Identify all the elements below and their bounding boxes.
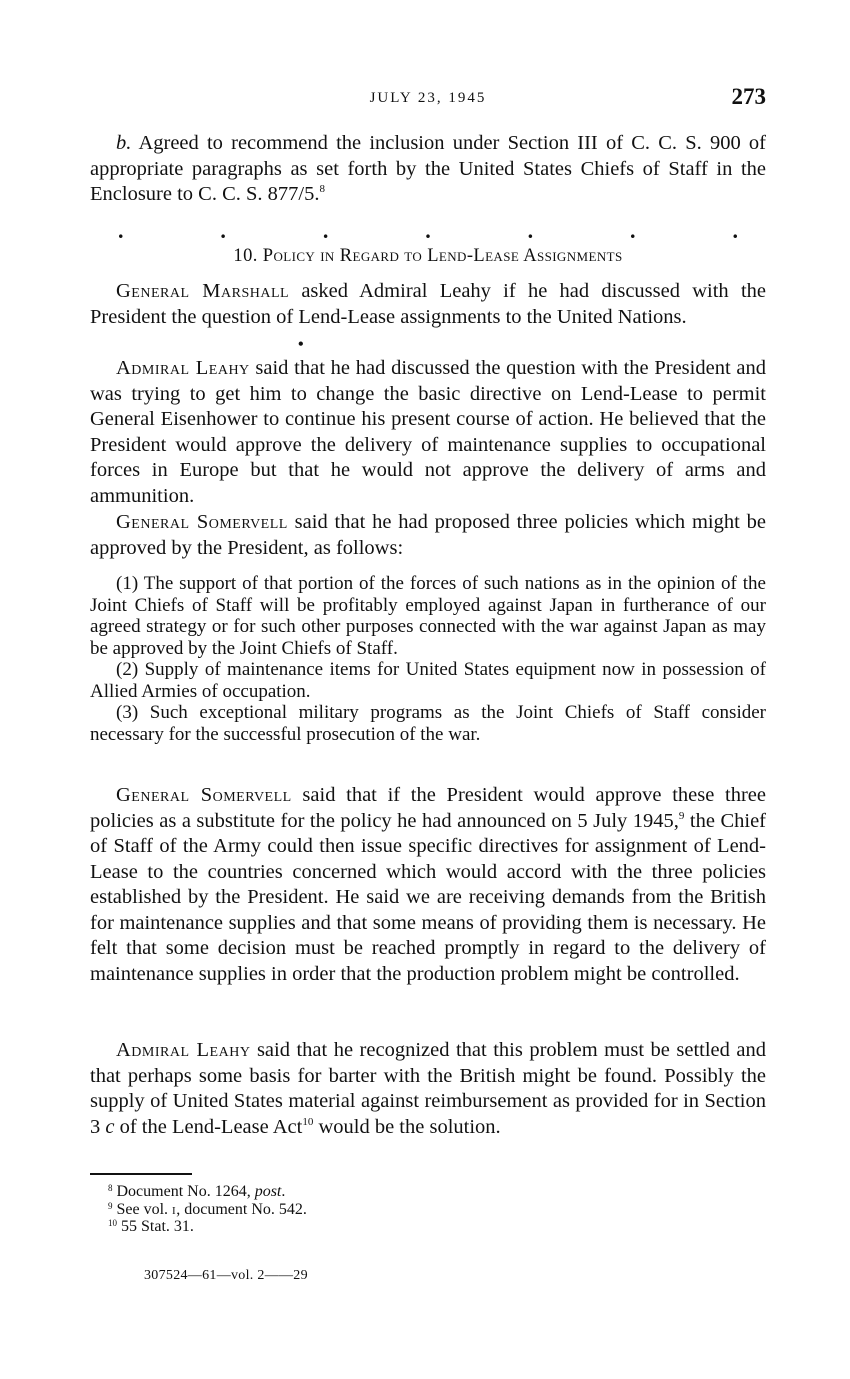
paragraph-text: asked Admiral Leahy if he had discussed with the President the question of Lend-Lease assignments to the United Nations. <box>90 280 766 328</box>
leahy-paragraph-2 <box>90 1038 766 1140</box>
stray-mark: • <box>298 336 304 353</box>
footnote-10 <box>108 1218 307 1236</box>
footnote-number: 8 <box>108 1183 113 1193</box>
footnote-9 <box>108 1201 307 1219</box>
footnotes <box>108 1183 307 1236</box>
footnote-tail: . <box>281 1183 286 1200</box>
footnote-number: 9 <box>108 1200 113 1211</box>
running-title: JULY 23, 1945 <box>369 90 487 106</box>
paragraph-text: said that if the President would approve these three policies as a substitute for the policy he had announced on 5 July 1945, <box>90 784 766 832</box>
footnote-8 <box>108 1183 307 1201</box>
paragraph-text: the Chief of Staff of the Army could then issue specific directives for assignment of Lend-Lease to the countries concerned which would accord with the three policies established by the President. He said we are receiving demands from the British for maintenance supplies and that some means of providing them is necessary. He felt that some decision must be reached promptly in regard to the delivery of maintenance supplies in order that the production problem might be controlled. <box>90 809 766 985</box>
paragraph-text: said that he recognized that this problem must be settled and that perhaps some basis for barter with the British might be found. Possibly the supply of United States material against reimbursement as provided for in Section 3 <box>90 1039 766 1138</box>
footnote-ref-8: 8 <box>319 183 325 195</box>
section-heading: 10. Policy in Regard to Lend-Lease Assignments <box>233 246 623 266</box>
footnote-italic: post <box>254 1183 282 1200</box>
ellipsis-dot: . <box>220 218 226 243</box>
footnote-text: Document No. 1264, <box>112 1183 255 1200</box>
ellipsis-dot: . <box>527 218 534 243</box>
footnote-text: 55 Stat. 31. <box>117 1218 194 1235</box>
ellipsis-dots <box>118 218 738 244</box>
footnote-volume-numeral: i <box>172 1200 177 1218</box>
ellipsis-dot: . <box>732 218 738 243</box>
policy-item: (2) Supply of maintenance items for United States equipment now in possession of Allied Armies of occupation. <box>90 659 766 702</box>
page-number: 273 <box>731 84 766 109</box>
footnote-tail: , document No. 542. <box>176 1200 307 1218</box>
leahy-paragraph-1 <box>90 356 766 509</box>
speaker-name: General Marshall <box>116 280 290 302</box>
policy-item: (3) Such exceptional military programs as the Joint Chiefs of Staff consider necessary for the successful prosecution of the war. <box>90 702 766 745</box>
somervell-paragraph-1 <box>90 510 766 561</box>
paragraph-text: said that he had proposed three policies which might be approved by the President, as follows: <box>90 511 766 559</box>
speaker-name: Admiral Leahy <box>116 357 250 379</box>
somervell-paragraph-2 <box>90 783 766 987</box>
policy-item: (1) The support of that portion of the forces of such nations as in the opinion of the Joint Chiefs of Staff will be profitably employed against Japan in furtherance of our agreed strategy or for such other purposes connected with the war against Japan as may be approved by the Joint Chiefs of Staff. <box>90 573 766 659</box>
ellipsis-dot: . <box>425 218 431 243</box>
speaker-name: Admiral Leahy <box>116 1039 251 1061</box>
running-head <box>90 84 766 114</box>
paragraph-text: of the Lend-Lease Act <box>114 1115 303 1138</box>
footnote-text: See vol. <box>112 1200 173 1218</box>
footnote-number: 10 <box>108 1218 117 1228</box>
printer-mark: 307524—61—vol. 2——29 <box>144 1268 308 1283</box>
footnote-divider <box>90 1173 192 1175</box>
speaker-name: General Somervell <box>116 784 292 806</box>
ellipsis-dot: . <box>118 218 124 243</box>
paragraph-text: said that he had discussed the question with the President and was trying to get him to change the basic directive on Lend-Lease to permit General Eisenhower to continue his present course of action. He believed that the President would approve the delivery of maintenance supplies to occupational forces in Europe but that he would not approve the delivery of arms and ammunition. <box>90 357 766 507</box>
section-letter: c <box>105 1115 115 1138</box>
section-b-text: Agreed to recommend the inclusion under Section III of C. C. S. 900 of appropriate paragraphs as set forth by the United States Chiefs of Staff in the Enclosure to C. C. S. 877/5. <box>90 132 766 205</box>
marshall-paragraph <box>90 279 766 330</box>
speaker-name: General Somervell <box>116 511 288 533</box>
section-b-label: b. <box>116 132 132 154</box>
footnote-ref-10: 10 <box>302 1115 314 1128</box>
ellipsis-dot: . <box>322 218 329 243</box>
section-b-paragraph <box>90 131 766 208</box>
paragraph-text: would be the solution. <box>313 1115 501 1138</box>
footnote-ref-9: 9 <box>678 809 685 822</box>
policies-list <box>90 573 766 745</box>
ellipsis-dot: . <box>630 218 636 243</box>
